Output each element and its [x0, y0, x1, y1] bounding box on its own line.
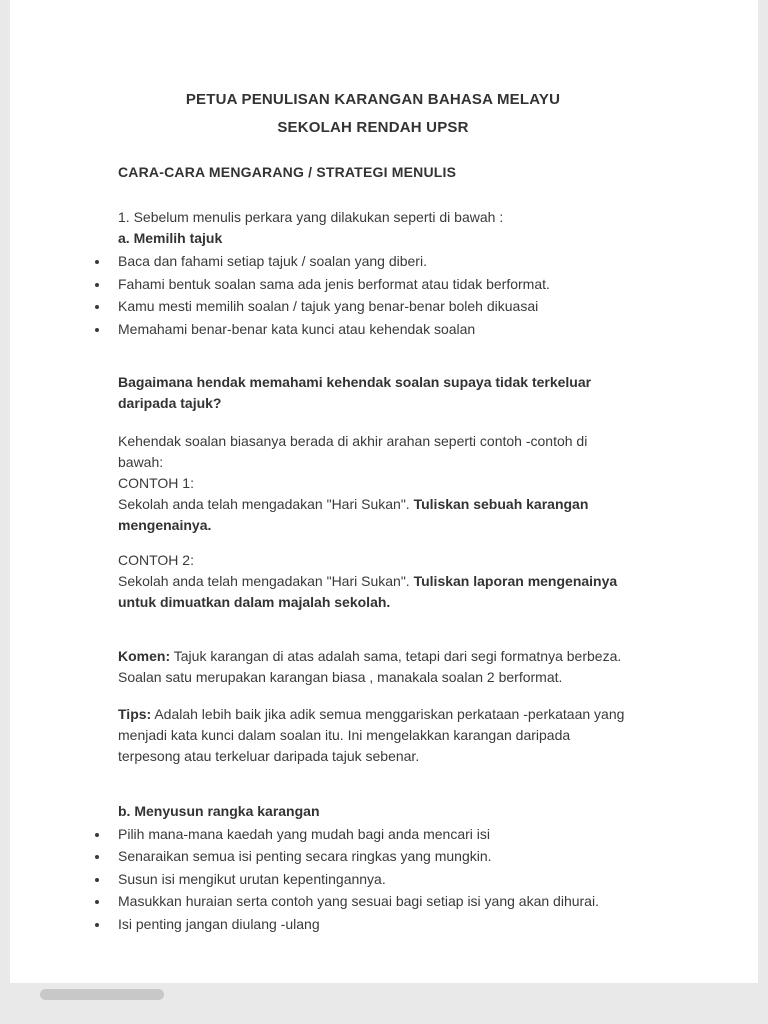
document-page [10, 0, 758, 983]
title-line-1: PETUA PENULISAN KARANGAN BAHASA MELAYU [185, 91, 561, 108]
komen-text: Tajuk karangan di atas adalah sama, tetapi dari segi formatnya berbeza. Soalan satu merupakan karangan biasa , manakala soalan 2 berformat. [118, 647, 622, 685]
contoh1-bold-text: Tuliskan sebuah karangan mengenainya. [118, 495, 589, 533]
question-heading: Bagaimana hendak memahami kehendak soalan supaya tidak terkeluar daripada tajuk? [118, 373, 592, 411]
bullet-icon [95, 283, 99, 287]
contoh2-label: CONTOH 2: [118, 551, 194, 568]
bullet-icon [95, 923, 99, 927]
list-item-text: Baca dan fahami setiap tajuk / soalan yang diberi. [118, 253, 427, 269]
list-item [118, 296, 628, 317]
komen-paragraph [118, 646, 628, 688]
tips-label: Tips: [118, 705, 152, 722]
bullet-icon [95, 328, 99, 332]
document-title [118, 86, 628, 142]
contoh1-block [118, 431, 628, 536]
list-item-text: Pilih mana-mana kaedah yang mudah bagi anda mencari isi [118, 825, 490, 842]
bullet-icon [95, 305, 99, 309]
contoh1-label: CONTOH 1: [118, 474, 194, 491]
list-item [118, 319, 628, 340]
list-item-text: Fahami bentuk soalan sama ada jenis berformat atau tidak berformat. [118, 275, 550, 292]
step1a-heading: a. Memilih tajuk [118, 230, 223, 246]
list-item [118, 914, 628, 935]
kehendak-intro: Kehendak soalan biasanya berada di akhir arahan seperti contoh -contoh di bawah: [118, 432, 588, 470]
bullet-icon [95, 260, 99, 264]
bullet-icon [95, 855, 99, 859]
bullet-list-b [118, 824, 628, 935]
section-heading: CARA-CARA MENGARANG / STRATEGI MENULIS [118, 164, 457, 180]
contoh1-paragraph [118, 494, 628, 536]
list-item [118, 846, 628, 867]
list-item-text: Isi penting jangan diulang -ulang [118, 915, 320, 932]
list-item-text: Senaraikan semua isi penting secara ringkas yang mungkin. [118, 848, 492, 864]
list-item-text: Kamu mesti memilih soalan / tajuk yang benar-benar boleh dikuasai [118, 298, 539, 314]
list-item [118, 251, 628, 272]
komen-label: Komen: [118, 647, 171, 664]
list-item [118, 869, 628, 890]
bullet-icon [95, 900, 99, 904]
bullet-icon [95, 833, 99, 837]
bullet-list-a [118, 251, 628, 340]
contoh2-paragraph [118, 571, 628, 613]
contoh2-block [118, 550, 628, 613]
list-item-text: Susun isi mengikut urutan kepentingannya. [118, 870, 386, 887]
tips-paragraph [118, 704, 628, 767]
contoh2-text: Sekolah anda telah mengadakan "Hari Sukan". [118, 572, 414, 589]
step1-intro: 1. Sebelum menulis perkara yang dilakukan seperti di bawah : [118, 209, 504, 225]
horizontal-scrollbar-thumb[interactable] [40, 989, 164, 1000]
title-line-2: SEKOLAH RENDAH UPSR [277, 119, 469, 136]
tips-text: Adalah lebih baik jika adik semua menggariskan perkataan -perkataan yang menjadi kata kunci dalam soalan itu. Ini mengelakkan karangan daripada terpesong atau terkeluar daripada tajuk sebenar. [118, 705, 625, 764]
list-item [118, 824, 628, 845]
list-item [118, 274, 628, 295]
contoh2-bold-text: Tuliskan laporan mengenainya untuk dimuatkan dalam majalah sekolah. [118, 572, 618, 610]
list-item-text: Masukkan huraian serta contoh yang sesuai bagi setiap isi yang akan dihurai. [118, 893, 599, 909]
step1b-heading: b. Menyusun rangka karangan [118, 802, 320, 819]
list-item-text: Memahami benar-benar kata kunci atau kehendak soalan [118, 320, 476, 337]
list-item [118, 891, 628, 912]
contoh1-text: Sekolah anda telah mengadakan "Hari Sukan". [118, 495, 414, 512]
bullet-icon [95, 878, 99, 882]
